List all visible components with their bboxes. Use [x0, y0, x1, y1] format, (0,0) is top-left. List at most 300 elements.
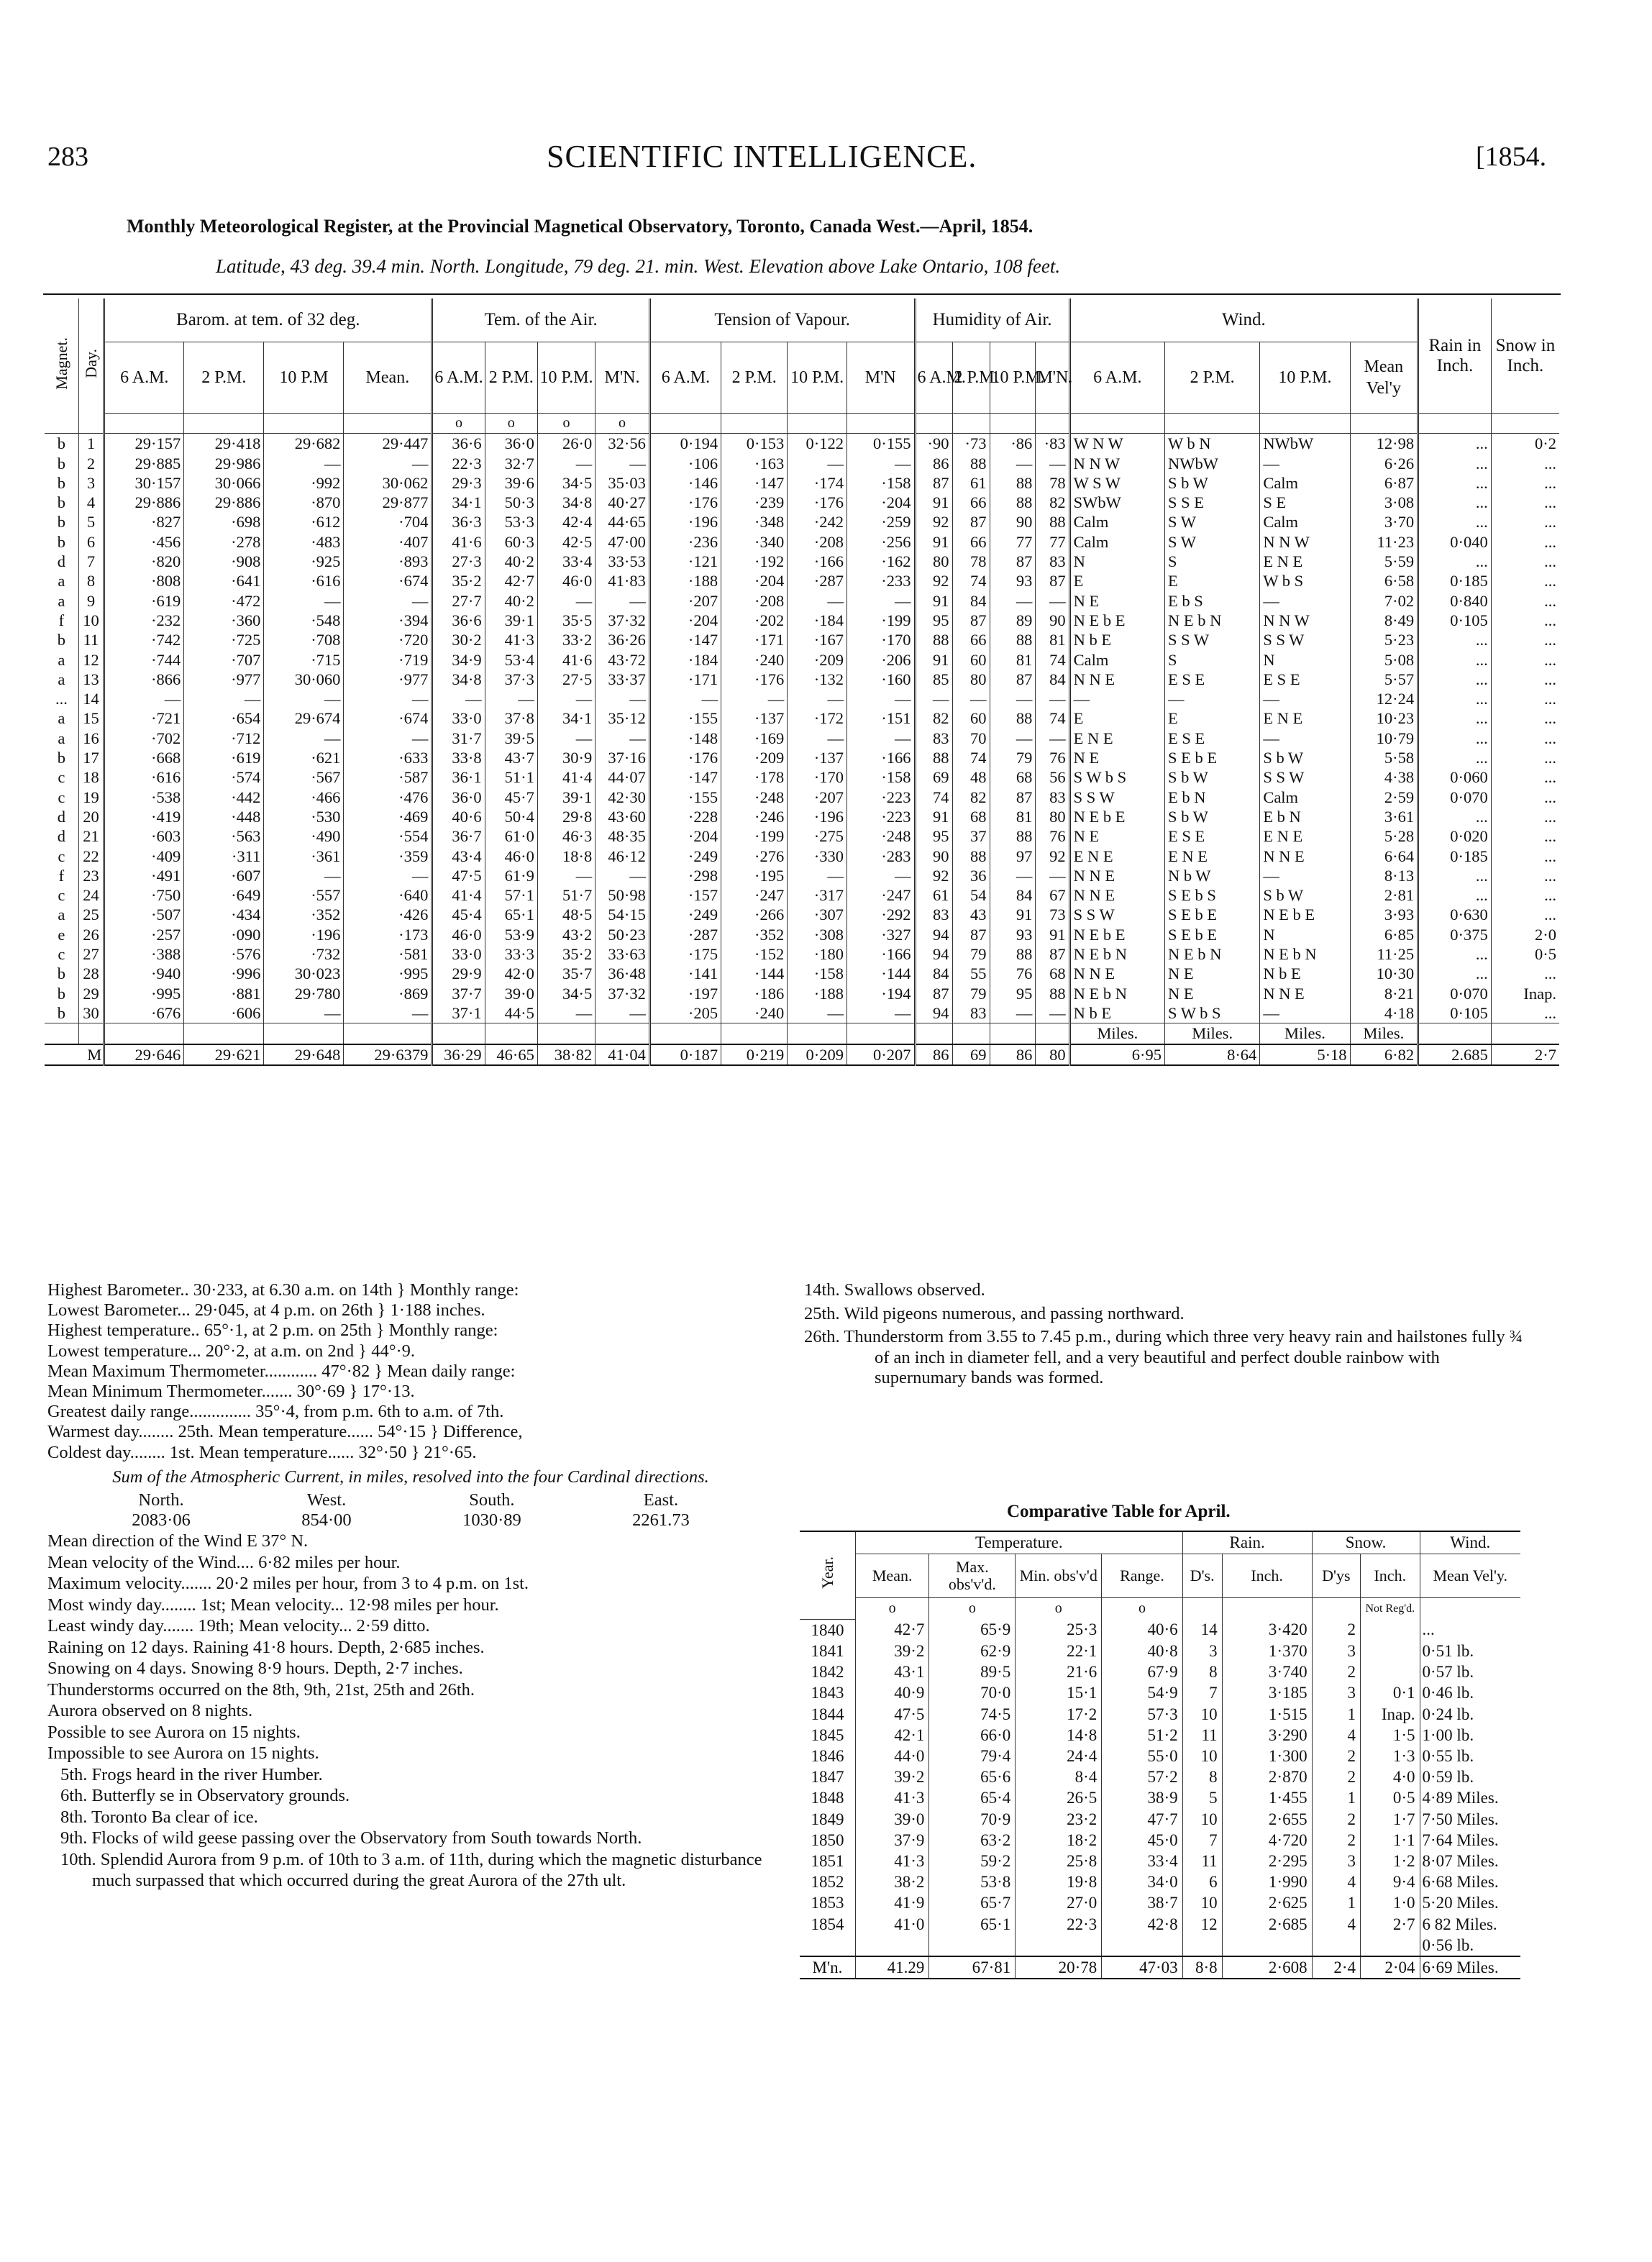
data-cell: 65·4	[929, 1787, 1016, 1808]
data-cell: 95	[915, 611, 952, 630]
magnet-cell: b	[57, 473, 65, 492]
day-cell: 6	[78, 532, 104, 552]
data-cell: SWbW	[1069, 493, 1164, 512]
data-cell: 33·2	[537, 630, 595, 649]
mean-cell: 5·18	[1260, 1044, 1350, 1065]
col-humidity-6am: 6 A.M.	[915, 342, 952, 414]
col-vapour-2pm: 2 P.M.	[721, 342, 788, 414]
data-cell	[1361, 1619, 1420, 1641]
data-cell: ·176	[649, 493, 721, 512]
wind-note: Mean direction of the Wind E 37° N.	[47, 1531, 309, 1551]
data-cell: 0·105	[1418, 611, 1492, 630]
data-cell: N b E	[1069, 630, 1164, 649]
data-cell: ·340	[721, 532, 788, 552]
table-row	[800, 1704, 1520, 1725]
table-row	[45, 925, 1559, 944]
data-cell: —	[788, 591, 847, 611]
magnet-cell: f	[58, 611, 65, 629]
data-cell: —	[537, 1003, 595, 1023]
data-cell: ...	[1491, 454, 1559, 473]
data-cell: ·348	[721, 512, 788, 532]
table-row	[800, 1766, 1520, 1787]
magnet-cell: b	[57, 434, 65, 453]
dated-note: 8th. Toronto Ba clear of ice.	[60, 1807, 258, 1827]
data-cell: 0·840	[1418, 591, 1492, 611]
data-cell: 60	[952, 708, 990, 728]
day-cell: 7	[78, 552, 104, 571]
data-cell: ·992	[264, 473, 344, 493]
data-cell: —	[537, 866, 595, 885]
col-wind-mean-velocity: Mean Vel'y	[1350, 342, 1418, 414]
direction-label: South.	[469, 1490, 515, 1510]
data-cell: 1	[1312, 1704, 1360, 1725]
data-cell: 4·0	[1361, 1766, 1420, 1787]
magnet-cell: a	[58, 670, 65, 688]
data-cell: —	[344, 729, 432, 748]
day-cell: 11	[78, 630, 104, 649]
data-cell: ·476	[344, 788, 432, 807]
data-cell: ·248	[847, 826, 916, 846]
data-cell: ·581	[344, 944, 432, 964]
data-cell: ·090	[184, 925, 264, 944]
data-cell: 1·7	[1361, 1809, 1420, 1830]
data-cell: ·668	[104, 748, 184, 767]
data-cell: E N E	[1260, 552, 1350, 571]
magnet-cell: d	[57, 827, 65, 846]
col-barom-6am: 6 A.M.	[104, 342, 184, 414]
units-cell	[915, 1023, 952, 1044]
data-cell: ...	[1418, 807, 1492, 826]
data-cell: ·141	[649, 964, 721, 983]
data-cell: Inap.	[1361, 1704, 1420, 1725]
data-cell: ·977	[344, 670, 432, 689]
data-cell: 80	[952, 670, 990, 689]
comp-col-max: Max. obs'v'd.	[929, 1554, 1016, 1598]
data-cell: —	[649, 689, 721, 708]
data-cell: ·827	[104, 512, 184, 532]
data-cell: 90	[1036, 611, 1069, 630]
data-cell: 87	[990, 670, 1036, 689]
data-cell: 1·2	[1361, 1851, 1420, 1871]
data-cell: —	[788, 1003, 847, 1023]
data-cell: 38·2	[855, 1871, 928, 1892]
data-cell: 37·3	[485, 670, 537, 689]
col-temp-10pm: 10 P.M.	[537, 342, 595, 414]
table-row	[45, 847, 1559, 866]
data-cell: 43·2	[537, 925, 595, 944]
data-cell: ...	[1418, 552, 1492, 571]
data-cell: 88	[990, 944, 1036, 964]
data-cell: 39·0	[855, 1809, 928, 1830]
data-cell: —	[1260, 1003, 1350, 1023]
table-row	[45, 729, 1559, 748]
direction-north	[132, 1490, 191, 1531]
data-cell: W b S	[1260, 571, 1350, 590]
data-cell: ...	[1491, 729, 1559, 748]
data-cell: 15·1	[1016, 1682, 1102, 1703]
wind-note: Thunderstorms occurred on the 8th, 9th, 21st, 25th and 26th.	[47, 1679, 475, 1700]
data-cell: —	[847, 689, 916, 708]
data-cell: ...	[1418, 512, 1492, 532]
data-cell: 34·1	[537, 708, 595, 728]
data-cell: ·196	[264, 925, 344, 944]
day-cell: 19	[78, 788, 104, 807]
units-cell	[649, 1023, 721, 1044]
data-cell: 41·0	[855, 1914, 928, 1935]
comp-mean-cell: 6·69 Miles.	[1420, 1956, 1520, 1979]
units-row	[45, 1023, 1559, 1044]
mean-cell: 0·187	[649, 1044, 721, 1065]
data-cell: ...	[1491, 591, 1559, 611]
data-cell: 7	[1182, 1682, 1222, 1703]
data-cell: S W b S	[1069, 767, 1164, 787]
day-cell: 24	[78, 885, 104, 905]
data-cell: 87	[952, 611, 990, 630]
data-cell: N E b N	[1069, 944, 1164, 964]
data-cell: 18·2	[1016, 1830, 1102, 1851]
data-cell: 4	[1312, 1871, 1360, 1892]
data-cell: —	[1036, 866, 1069, 885]
table-row	[800, 1725, 1520, 1746]
data-cell: ·607	[184, 866, 264, 885]
comp-col-rain-days: D's.	[1182, 1554, 1222, 1598]
data-cell: ·242	[788, 512, 847, 532]
data-cell: 22·1	[1016, 1641, 1102, 1661]
data-cell: 81	[1036, 630, 1069, 649]
data-cell: ·292	[847, 905, 916, 924]
data-cell: 0·060	[1418, 767, 1492, 787]
day-cell: 20	[78, 807, 104, 826]
data-cell: ·925	[264, 552, 344, 571]
data-cell: ·674	[344, 708, 432, 728]
data-cell: 32·56	[595, 434, 650, 454]
data-cell: ·194	[847, 984, 916, 1003]
register-subtitle: Latitude, 43 deg. 39.4 min. North. Longitude, 79 deg. 21. min. West. Elevation above Lake Ontario, 108 feet.	[216, 255, 1061, 277]
data-cell: 81	[990, 807, 1036, 826]
data-cell: 51·7	[537, 885, 595, 905]
data-cell: N E b E	[1069, 925, 1164, 944]
data-cell: 79	[952, 984, 990, 1003]
wind-note: Least windy day....... 19th; Mean velocity... 2·59 ditto.	[47, 1616, 430, 1636]
data-cell: 77	[1036, 532, 1069, 552]
table-row	[45, 748, 1559, 767]
data-cell: 4	[1312, 1914, 1360, 1935]
data-cell: ·298	[649, 866, 721, 885]
data-cell: ·196	[649, 512, 721, 532]
data-cell: ·158	[788, 964, 847, 983]
data-cell: 37·7	[432, 984, 485, 1003]
data-cell: —	[788, 454, 847, 473]
data-cell: ·240	[721, 1003, 788, 1023]
year-cell: 1850	[811, 1830, 844, 1849]
data-cell: 74	[1036, 708, 1069, 728]
table-row	[800, 1619, 1520, 1641]
data-cell: 68	[990, 767, 1036, 787]
data-cell: 79·4	[929, 1746, 1016, 1766]
data-cell: ·204	[721, 571, 788, 590]
data-cell: ...	[1491, 905, 1559, 924]
data-cell: ·307	[788, 905, 847, 924]
data-cell: ·137	[788, 748, 847, 767]
data-cell: ·640	[344, 885, 432, 905]
data-cell: ·199	[847, 611, 916, 630]
data-cell: 11	[1182, 1851, 1222, 1871]
data-cell: ...	[1491, 708, 1559, 728]
data-cell: W S W	[1069, 473, 1164, 493]
data-cell: ·196	[788, 807, 847, 826]
data-cell: 41·83	[595, 571, 650, 590]
data-cell: 79	[952, 944, 990, 964]
data-cell: E S E	[1164, 670, 1259, 689]
mean-cell: 38·82	[537, 1044, 595, 1065]
data-cell: 43·72	[595, 650, 650, 670]
mean-cell: 69	[952, 1044, 990, 1065]
data-cell: 36·48	[595, 964, 650, 983]
data-cell: ·360	[184, 611, 264, 630]
data-cell: ...	[1491, 885, 1559, 905]
data-cell: 88	[990, 493, 1036, 512]
data-cell: 0·51 lb.	[1420, 1641, 1520, 1661]
data-cell: —	[847, 866, 916, 885]
data-cell: ·83	[1036, 434, 1069, 454]
data-cell: ·483	[264, 532, 344, 552]
col-temp-6am: 6 A.M.	[432, 342, 485, 414]
year-cell: 1854	[811, 1915, 844, 1933]
comp-col-snow-inch: Inch.	[1361, 1554, 1420, 1598]
data-cell: 66·0	[929, 1725, 1016, 1746]
data-cell: 2·0	[1491, 925, 1559, 944]
data-cell: Calm	[1260, 512, 1350, 532]
data-cell: E	[1069, 571, 1164, 590]
degree-mark: o	[1016, 1598, 1102, 1620]
table-row	[45, 630, 1559, 649]
data-cell: ·676	[104, 1003, 184, 1023]
data-cell: ·616	[104, 767, 184, 787]
data-cell: S b W	[1260, 748, 1350, 767]
data-cell: 5·57	[1350, 670, 1418, 689]
data-cell: ...	[1491, 748, 1559, 767]
data-cell: N E b N	[1069, 984, 1164, 1003]
data-cell: 3	[1312, 1851, 1360, 1871]
data-cell: ...	[1491, 807, 1559, 826]
data-cell: 3·70	[1350, 512, 1418, 532]
summary-line: Coldest day........ 1st. Mean temperature...... 32°·50 } 21°·65.	[47, 1442, 477, 1462]
data-cell: 10	[1182, 1892, 1222, 1913]
data-cell: ·491	[104, 866, 184, 885]
magnet-cell: b	[57, 532, 65, 551]
data-cell: 69	[915, 767, 952, 787]
data-cell: 5·20 Miles.	[1420, 1892, 1520, 1913]
magnet-cell: c	[58, 945, 65, 964]
year-cell: 1846	[811, 1746, 844, 1765]
data-cell: 30·9	[537, 748, 595, 767]
col-barom-2pm: 2 P.M.	[184, 342, 264, 414]
data-cell: 3	[1312, 1682, 1360, 1703]
data-cell: 74	[952, 748, 990, 767]
extra-cell	[1361, 1935, 1420, 1956]
data-cell: ...	[1491, 571, 1559, 590]
data-cell: 42·0	[485, 964, 537, 983]
data-cell: 65·7	[929, 1892, 1016, 1913]
data-cell: 34·5	[537, 984, 595, 1003]
data-cell: ·276	[721, 847, 788, 866]
data-cell: 65·9	[929, 1619, 1016, 1641]
data-cell: 29·885	[104, 454, 184, 473]
data-cell: 30·157	[104, 473, 184, 493]
data-cell: 3·08	[1350, 493, 1418, 512]
data-cell: 54	[952, 885, 990, 905]
data-cell: —	[264, 454, 344, 473]
data-cell: 11·23	[1350, 532, 1418, 552]
extra-cell	[800, 1935, 855, 1956]
data-cell: ·649	[184, 885, 264, 905]
comp-rain-group: Rain.	[1182, 1531, 1312, 1554]
data-cell: 2·81	[1350, 885, 1418, 905]
data-cell: 26·0	[537, 434, 595, 454]
data-cell: ...	[1491, 611, 1559, 630]
meteorological-register-table	[45, 298, 1559, 1066]
data-cell: 35·2	[432, 571, 485, 590]
data-cell: 0·070	[1418, 788, 1492, 807]
day-cell: 16	[78, 729, 104, 748]
dated-note: 5th. Frogs heard in the river Humber.	[60, 1764, 323, 1784]
data-cell: —	[1260, 591, 1350, 611]
data-cell: 6·26	[1350, 454, 1418, 473]
data-cell: 74·5	[929, 1704, 1016, 1725]
data-cell: —	[537, 591, 595, 611]
data-cell: 70·0	[929, 1682, 1016, 1703]
monthly-summary	[47, 1280, 774, 1892]
magnet-cell: b	[57, 984, 65, 1003]
data-cell: —	[537, 689, 595, 708]
data-cell: ·259	[847, 512, 916, 532]
data-cell: S S W	[1164, 630, 1259, 649]
data-cell: 65·1	[929, 1914, 1016, 1935]
data-cell: 10·30	[1350, 964, 1418, 983]
data-cell: N E b N	[1260, 944, 1350, 964]
data-cell: 87	[952, 925, 990, 944]
data-cell: ...	[1420, 1619, 1520, 1641]
data-cell: ·163	[721, 454, 788, 473]
data-cell: 68	[952, 807, 990, 826]
temperature-group: Tem. of the Air.	[432, 298, 650, 342]
data-cell: 1·1	[1361, 1830, 1420, 1851]
data-cell: ·538	[104, 788, 184, 807]
year-cell: 1851	[811, 1851, 844, 1870]
data-cell: 6·85	[1350, 925, 1418, 944]
data-cell: —	[1260, 689, 1350, 708]
data-cell: E S E	[1164, 729, 1259, 748]
data-cell: Calm	[1260, 473, 1350, 493]
data-cell: ·530	[264, 807, 344, 826]
table-row	[800, 1830, 1520, 1851]
data-cell: ·147	[649, 767, 721, 787]
data-cell: ...	[1418, 630, 1492, 649]
data-cell: 57·1	[485, 885, 537, 905]
comp-mean-cell: 8·8	[1182, 1956, 1222, 1979]
data-cell: ·256	[847, 532, 916, 552]
data-cell: 57·2	[1102, 1766, 1182, 1787]
col-wind-6am: 6 A.M.	[1069, 342, 1164, 414]
data-cell: ·249	[649, 847, 721, 866]
year-cell: 1847	[811, 1768, 844, 1787]
data-cell: 2	[1312, 1746, 1360, 1766]
data-cell: ·144	[721, 964, 788, 983]
magnet-cell: f	[58, 866, 65, 885]
data-cell: —	[1260, 866, 1350, 885]
data-cell: 1·515	[1222, 1704, 1312, 1725]
summary-line: Mean Minimum Thermometer....... 30°·69 } 17°·13.	[47, 1382, 415, 1402]
data-cell: 78	[1036, 473, 1069, 493]
col-humidity-2pm: 2 P.M.	[952, 342, 990, 414]
data-cell: ·317	[788, 885, 847, 905]
data-cell: ·176	[649, 748, 721, 767]
data-cell: ·327	[847, 925, 916, 944]
data-cell: ·283	[847, 847, 916, 866]
data-cell: 44·0	[855, 1746, 928, 1766]
data-cell: 55	[952, 964, 990, 983]
data-cell: 8	[1182, 1661, 1222, 1682]
mean-cell: 29·648	[264, 1044, 344, 1065]
data-cell: —	[847, 729, 916, 748]
data-cell: E	[1069, 708, 1164, 728]
comparative-title: Comparative Table for April.	[1007, 1502, 1231, 1521]
data-cell: Calm	[1260, 788, 1350, 807]
data-cell: N N E	[1069, 885, 1164, 905]
wind-note: Possible to see Aurora on 15 nights.	[47, 1722, 301, 1742]
data-cell: 66	[952, 532, 990, 552]
data-cell: ·158	[847, 767, 916, 787]
data-cell: 83	[915, 729, 952, 748]
data-cell	[1361, 1661, 1420, 1682]
data-cell: 30·2	[432, 630, 485, 649]
col-humidity-10pm: 10 P.M.	[990, 342, 1036, 414]
units-cell	[788, 1023, 847, 1044]
data-cell: E S E	[1260, 670, 1350, 689]
data-cell: 36·6	[432, 434, 485, 454]
data-cell: ·171	[721, 630, 788, 649]
magnet-cell: c	[58, 788, 65, 806]
data-cell: 5·59	[1350, 552, 1418, 571]
table-row	[45, 473, 1559, 493]
extra-cell	[1102, 1935, 1182, 1956]
data-cell: 41·3	[485, 630, 537, 649]
data-cell: ·148	[649, 729, 721, 748]
data-cell: ·715	[264, 650, 344, 670]
data-cell: 88	[990, 473, 1036, 493]
mean-cell: 36·29	[432, 1044, 485, 1065]
data-cell: —	[990, 689, 1036, 708]
data-cell: —	[595, 689, 650, 708]
data-cell: —	[537, 454, 595, 473]
data-cell: N E	[1164, 984, 1259, 1003]
data-cell: N N W	[1260, 611, 1350, 630]
humidity-group: Humidity of Air.	[915, 298, 1069, 342]
data-cell: ·155	[649, 788, 721, 807]
data-cell: ·172	[788, 708, 847, 728]
data-cell: 11	[1182, 1725, 1222, 1746]
data-cell: 29·877	[344, 493, 432, 512]
data-cell: 2·625	[1222, 1892, 1312, 1913]
wind-note: Mean velocity of the Wind.... 6·82 miles per hour.	[47, 1552, 401, 1572]
data-cell: 57·3	[1102, 1704, 1182, 1725]
data-cell: N E	[1164, 964, 1259, 983]
day-cell: 12	[78, 650, 104, 670]
data-cell: 37·8	[485, 708, 537, 728]
data-cell: 76	[1036, 826, 1069, 846]
data-cell: —	[1164, 689, 1259, 708]
data-cell: —	[1036, 729, 1069, 748]
